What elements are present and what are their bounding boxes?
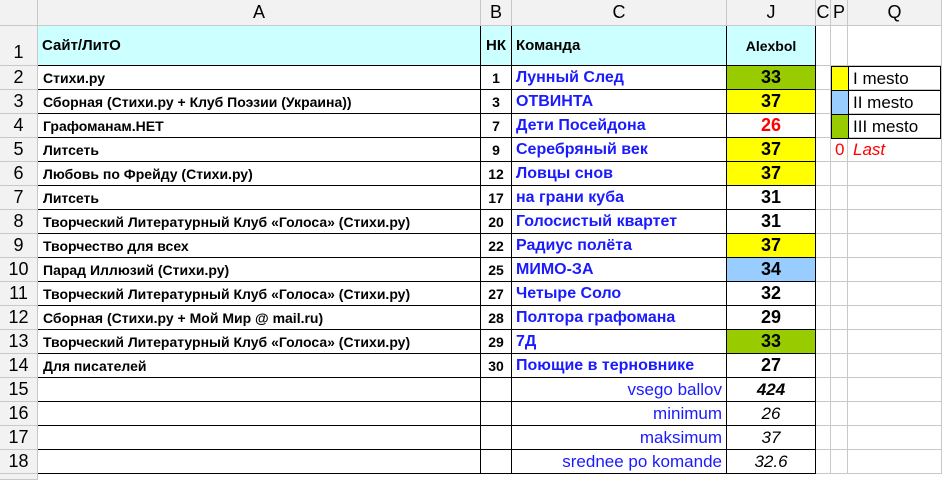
- cell-empty[interactable]: [831, 162, 848, 186]
- site-cell[interactable]: Творчество для всех: [38, 234, 481, 258]
- row-header[interactable]: 7: [0, 186, 38, 210]
- row-header[interactable]: 11: [0, 282, 38, 306]
- row-header[interactable]: 8: [0, 210, 38, 234]
- cell-empty[interactable]: [816, 186, 831, 210]
- row-header[interactable]: 10: [0, 258, 38, 282]
- row-header[interactable]: 12: [0, 306, 38, 330]
- nk-cell[interactable]: 25: [481, 258, 512, 282]
- cell-empty[interactable]: [848, 378, 942, 402]
- cell-empty[interactable]: [816, 354, 831, 378]
- cell-empty[interactable]: [481, 378, 512, 402]
- site-cell[interactable]: Для писателей: [38, 354, 481, 378]
- cell-empty[interactable]: [848, 26, 942, 66]
- row-header[interactable]: 9: [0, 234, 38, 258]
- cell-empty[interactable]: [848, 354, 942, 378]
- cell-empty[interactable]: [38, 402, 481, 426]
- cell-empty[interactable]: [816, 162, 831, 186]
- col-header-c2[interactable]: C: [816, 0, 831, 26]
- row-header[interactable]: 3: [0, 90, 38, 114]
- nk-cell[interactable]: 30: [481, 354, 512, 378]
- score-cell[interactable]: 27: [727, 354, 816, 378]
- col-header-b[interactable]: B: [481, 0, 512, 26]
- stat-value[interactable]: 32.6: [727, 450, 816, 474]
- cell-empty[interactable]: [816, 90, 831, 114]
- score-cell[interactable]: 31: [727, 186, 816, 210]
- cell-empty[interactable]: [831, 426, 848, 450]
- stat-label[interactable]: vsego ballov: [512, 378, 727, 402]
- site-cell[interactable]: Сборная (Стихи.ру + Мой Мир @ mail.ru): [38, 306, 481, 330]
- legend-label: II mesto: [848, 90, 941, 115]
- score-cell[interactable]: 37: [727, 234, 816, 258]
- site-cell[interactable]: Любовь по Фрейду (Стихи.ру): [38, 162, 481, 186]
- cell-empty[interactable]: [831, 26, 848, 66]
- cell-empty[interactable]: [481, 426, 512, 450]
- team-cell[interactable]: Полтора графомана: [512, 306, 727, 330]
- cell-empty[interactable]: [831, 234, 848, 258]
- score-cell[interactable]: 31: [727, 210, 816, 234]
- last-zero-marker: 0: [835, 140, 845, 159]
- cell-empty[interactable]: [831, 354, 848, 378]
- cell-empty[interactable]: [816, 282, 831, 306]
- score-cell[interactable]: 33: [727, 330, 816, 354]
- cell-empty[interactable]: [848, 162, 942, 186]
- score-cell[interactable]: 26: [727, 114, 816, 138]
- cell-empty[interactable]: [831, 186, 848, 210]
- row-header[interactable]: 1: [0, 26, 38, 66]
- team-cell[interactable]: МИМО-ЗА: [512, 258, 727, 282]
- nk-cell[interactable]: 7: [481, 114, 512, 138]
- row-header[interactable]: [0, 474, 38, 480]
- cell-empty[interactable]: [848, 450, 942, 474]
- team-cell[interactable]: Серебряный век: [512, 138, 727, 162]
- team-cell[interactable]: Голосистый квартет: [512, 210, 727, 234]
- team-cell[interactable]: Дети Посейдона: [512, 114, 727, 138]
- site-cell[interactable]: Литсеть: [38, 138, 481, 162]
- row-header[interactable]: 14: [0, 354, 38, 378]
- row-header[interactable]: 15: [0, 378, 38, 402]
- team-cell[interactable]: на грани куба: [512, 186, 727, 210]
- legend-label: III mesto: [848, 114, 941, 139]
- cell-empty[interactable]: [816, 426, 831, 450]
- nk-cell[interactable]: 1: [481, 66, 512, 90]
- cell-empty[interactable]: [816, 258, 831, 282]
- nk-cell[interactable]: 27: [481, 282, 512, 306]
- stat-label[interactable]: srednee po komande: [512, 450, 727, 474]
- team-cell[interactable]: Ловцы снов: [512, 162, 727, 186]
- team-cell[interactable]: Четыре Соло: [512, 282, 727, 306]
- cell-empty[interactable]: [848, 306, 942, 330]
- nk-cell[interactable]: 3: [481, 90, 512, 114]
- cell-empty[interactable]: [816, 450, 831, 474]
- nk-cell[interactable]: 12: [481, 162, 512, 186]
- score-cell[interactable]: 29: [727, 306, 816, 330]
- cell-empty[interactable]: [831, 330, 848, 354]
- cell-empty[interactable]: [816, 66, 831, 90]
- cell-empty[interactable]: [38, 378, 481, 402]
- cell-empty[interactable]: [848, 210, 942, 234]
- row-header[interactable]: 13: [0, 330, 38, 354]
- site-cell[interactable]: Творческий Литературный Клуб «Голоса» (Стихи.ру): [38, 282, 481, 306]
- site-cell[interactable]: Парад Иллюзий (Стихи.ру): [38, 258, 481, 282]
- score-cell[interactable]: 37: [727, 162, 816, 186]
- nk-cell[interactable]: 17: [481, 186, 512, 210]
- cell-empty[interactable]: [816, 306, 831, 330]
- row-header[interactable]: 18: [0, 450, 38, 474]
- team-cell[interactable]: Радиус полёта: [512, 234, 727, 258]
- corner: [0, 0, 38, 26]
- cell-empty[interactable]: [831, 450, 848, 474]
- site-cell[interactable]: Стихи.ру: [38, 66, 481, 90]
- score-cell[interactable]: 34: [727, 258, 816, 282]
- row-header[interactable]: 4: [0, 114, 38, 138]
- cell-empty[interactable]: [848, 282, 942, 306]
- row-header[interactable]: 6: [0, 162, 38, 186]
- cell-empty[interactable]: [816, 210, 831, 234]
- nk-cell[interactable]: 9: [481, 138, 512, 162]
- stat-value[interactable]: 37: [727, 426, 816, 450]
- legend-color-swatch: [831, 114, 849, 139]
- row-header[interactable]: 2: [0, 66, 38, 90]
- stat-value[interactable]: 424: [727, 378, 816, 402]
- header-nk[interactable]: НК: [481, 26, 512, 66]
- legend-color-swatch: [831, 66, 849, 91]
- nk-cell[interactable]: 28: [481, 306, 512, 330]
- row-header[interactable]: 5: [0, 138, 38, 162]
- team-cell[interactable]: 7Д: [512, 330, 727, 354]
- cell-empty[interactable]: [831, 378, 848, 402]
- nk-cell[interactable]: 29: [481, 330, 512, 354]
- stat-label[interactable]: maksimum: [512, 426, 727, 450]
- col-header-c[interactable]: C: [512, 0, 727, 26]
- score-cell[interactable]: 37: [727, 138, 816, 162]
- site-cell[interactable]: Графоманам.НЕТ: [38, 114, 481, 138]
- last-label: Last: [853, 140, 886, 159]
- cell-empty[interactable]: [38, 450, 481, 474]
- nk-cell[interactable]: 20: [481, 210, 512, 234]
- cell-empty[interactable]: [848, 426, 942, 450]
- cell-empty[interactable]: [831, 306, 848, 330]
- col-header-p[interactable]: P: [831, 0, 848, 26]
- nk-cell[interactable]: 22: [481, 234, 512, 258]
- col-header-j[interactable]: J: [727, 0, 816, 26]
- col-header-q[interactable]: Q: [848, 0, 942, 26]
- cell-empty[interactable]: [38, 426, 481, 450]
- cell-empty[interactable]: [848, 330, 942, 354]
- score-cell[interactable]: 32: [727, 282, 816, 306]
- stat-value[interactable]: 26: [727, 402, 816, 426]
- cell-empty[interactable]: [816, 402, 831, 426]
- site-cell[interactable]: Творческий Литературный Клуб «Голоса» (Стихи.ру): [38, 330, 481, 354]
- cell-empty[interactable]: [816, 234, 831, 258]
- cell-empty[interactable]: [816, 330, 831, 354]
- site-cell[interactable]: Творческий Литературный Клуб «Голоса» (Стихи.ру): [38, 210, 481, 234]
- row-header[interactable]: 16: [0, 402, 38, 426]
- legend-label: I mesto: [848, 66, 941, 91]
- cell-empty[interactable]: [831, 282, 848, 306]
- legend-color-swatch: [831, 90, 849, 115]
- team-cell[interactable]: Поющие в терновнике: [512, 354, 727, 378]
- cell-empty[interactable]: [831, 210, 848, 234]
- cell-empty[interactable]: [831, 402, 848, 426]
- cell-empty[interactable]: [816, 138, 831, 162]
- cell-empty[interactable]: [816, 114, 831, 138]
- cell-empty[interactable]: [848, 258, 942, 282]
- cell-empty[interactable]: [848, 186, 942, 210]
- team-cell[interactable]: ОТВИНТА: [512, 90, 727, 114]
- header-judge[interactable]: Alexbol: [727, 26, 816, 66]
- cell-empty[interactable]: [481, 402, 512, 426]
- col-header-a[interactable]: A: [38, 0, 481, 26]
- row-header[interactable]: 17: [0, 426, 38, 450]
- cell-empty[interactable]: [831, 258, 848, 282]
- header-site[interactable]: Сайт/ЛитО: [38, 26, 481, 66]
- score-cell[interactable]: 37: [727, 90, 816, 114]
- header-team[interactable]: Команда: [512, 26, 727, 66]
- cell-empty[interactable]: [848, 234, 942, 258]
- score-cell[interactable]: 33: [727, 66, 816, 90]
- stat-label[interactable]: minimum: [512, 402, 727, 426]
- site-cell[interactable]: Литсеть: [38, 186, 481, 210]
- cell-empty[interactable]: [481, 450, 512, 474]
- cell-empty[interactable]: [816, 378, 831, 402]
- cell-empty[interactable]: [848, 402, 942, 426]
- cell-empty[interactable]: [816, 26, 831, 66]
- site-cell[interactable]: Сборная (Стихи.ру + Клуб Поэзии (Украина)): [38, 90, 481, 114]
- team-cell[interactable]: Лунный След: [512, 66, 727, 90]
